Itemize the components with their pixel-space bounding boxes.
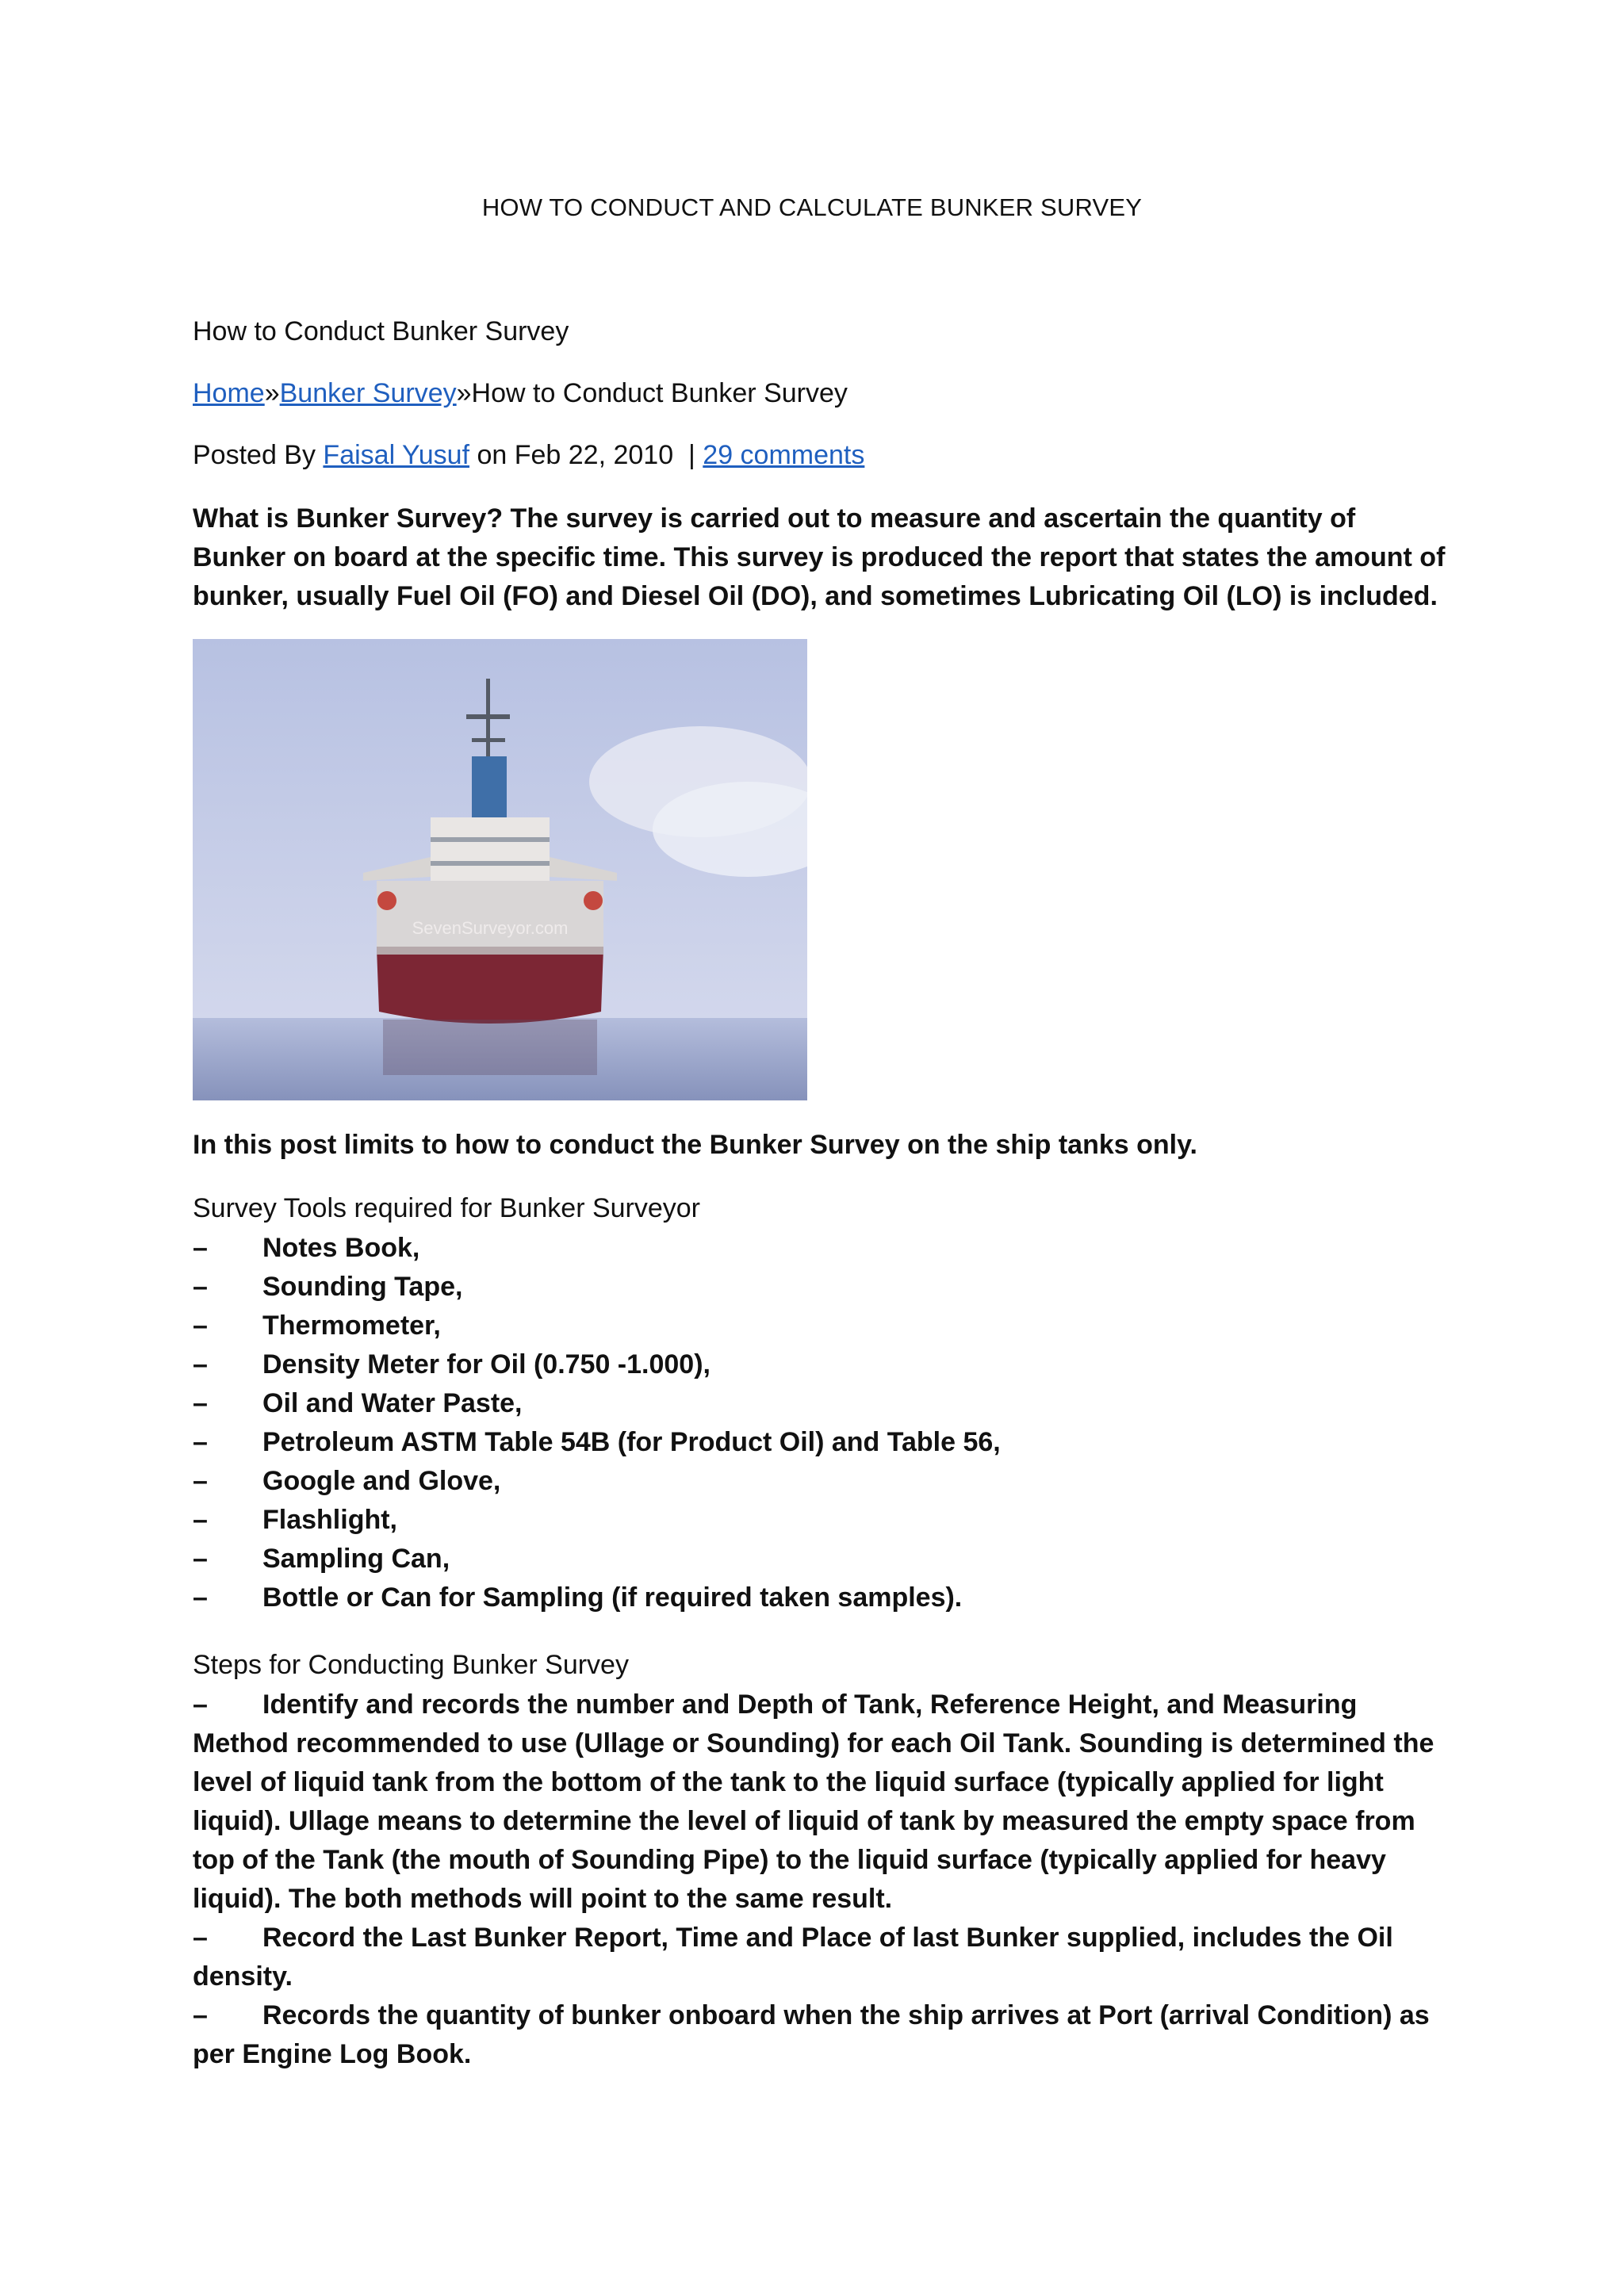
tools-list (193, 1229, 1001, 1617)
list-item-text: Sounding Tape, (262, 1272, 463, 1302)
steps-heading: Steps for Conducting Bunker Survey (193, 1650, 629, 1680)
list-item (193, 1540, 1001, 1578)
dash-bullet: – (193, 1466, 208, 1496)
breadcrumb-home-link[interactable]: Home (193, 378, 265, 408)
post-meta (193, 439, 864, 471)
list-item-text: Sampling Can, (262, 1544, 450, 1574)
ship-illustration (193, 639, 807, 1100)
comments-link[interactable]: 29 comments (703, 440, 865, 470)
scope-statement: In this post limits to how to conduct the Bunker Survey on the ship tanks only. (193, 1130, 1197, 1160)
list-item (193, 1501, 1001, 1540)
list-item-text: Records the quantity of bunker onboard when the ship arrives at Port (arrival Condition) as per Engine Log Book. (193, 2000, 1430, 2069)
list-item (193, 1384, 1001, 1423)
list-item (193, 1578, 1001, 1617)
dash-bullet: – (193, 1233, 208, 1263)
list-item (193, 1268, 1001, 1307)
tools-heading: Survey Tools required for Bunker Surveyor (193, 1193, 701, 1223)
steps-list (193, 1686, 1446, 2074)
list-item (193, 1307, 1001, 1345)
post-date: on Feb 22, 2010 | (469, 440, 703, 470)
ship-photo (193, 639, 807, 1100)
list-item-text: Bottle or Can for Sampling (if required taken samples). (262, 1582, 963, 1613)
dash-bullet: – (193, 1349, 208, 1380)
dash-bullet: – (193, 2000, 208, 2030)
list-item (193, 1686, 1446, 1919)
breadcrumb-separator: » (456, 378, 472, 408)
list-item-text: Google and Glove, (262, 1466, 501, 1496)
list-item (193, 1996, 1446, 2074)
breadcrumb (193, 377, 848, 409)
author-link[interactable]: Faisal Yusuf (323, 440, 470, 470)
list-item-text: Identify and records the number and Depth of Tank, Reference Height, and Measuring Method recommended to use (Ullage or Sounding) for each Oil Tank. Sounding is determined the level of liquid tank from the bottom of the tank to the liquid surface (typically applied for light liquid). Ullage means to determine the level of liquid of tank by measured the empty space from top of the Tank (the mouth of Sounding Pipe) to the liquid surface (typically applied for heavy liquid). The both methods will point to the same result. (193, 1689, 1434, 1914)
posted-by-label: Posted By (193, 440, 324, 470)
dash-bullet: – (193, 1272, 208, 1302)
list-item-text: Oil and Water Paste, (262, 1388, 523, 1418)
list-item (193, 1423, 1001, 1462)
dash-bullet: – (193, 1388, 208, 1418)
list-item-text: Thermometer, (262, 1311, 441, 1341)
dash-bullet: – (193, 1311, 208, 1341)
list-item-text: Record the Last Bunker Report, Time and Place of last Bunker supplied, includes the Oil density. (193, 1923, 1393, 1992)
list-item-text: Density Meter for Oil (0.750 -1.000), (262, 1349, 710, 1380)
breadcrumb-bunker-survey-link[interactable]: Bunker Survey (279, 378, 457, 408)
dash-bullet: – (193, 1689, 208, 1720)
list-item (193, 1919, 1446, 1996)
list-item-text: Flashlight, (262, 1505, 397, 1535)
breadcrumb-current: How to Conduct Bunker Survey (471, 378, 848, 408)
dash-bullet: – (193, 1427, 208, 1457)
intro-paragraph: What is Bunker Survey? The survey is carried out to measure and ascertain the quantity of Bunker on board at the specific time. This survey is produced the report that states the amount of bunker, usually Fuel Oil (FO) and Diesel Oil (DO), and sometimes Lubricating Oil (LO) is included. (193, 503, 1446, 611)
post-heading: How to Conduct Bunker Survey (193, 316, 569, 346)
list-item-text: Notes Book, (262, 1233, 420, 1263)
breadcrumb-separator: » (264, 378, 280, 408)
dash-bullet: – (193, 1505, 208, 1535)
dash-bullet: – (193, 1544, 208, 1574)
dash-bullet: – (193, 1923, 208, 1953)
image-watermark: SevenSurveyor.com (412, 918, 569, 938)
list-item (193, 1229, 1001, 1268)
list-item (193, 1345, 1001, 1384)
list-item (193, 1462, 1001, 1501)
dash-bullet: – (193, 1582, 208, 1613)
list-item-text: Petroleum ASTM Table 54B (for Product Oil) and Table 56, (262, 1427, 1001, 1457)
document-title: HOW TO CONDUCT AND CALCULATE BUNKER SURVEY (481, 193, 1143, 221)
